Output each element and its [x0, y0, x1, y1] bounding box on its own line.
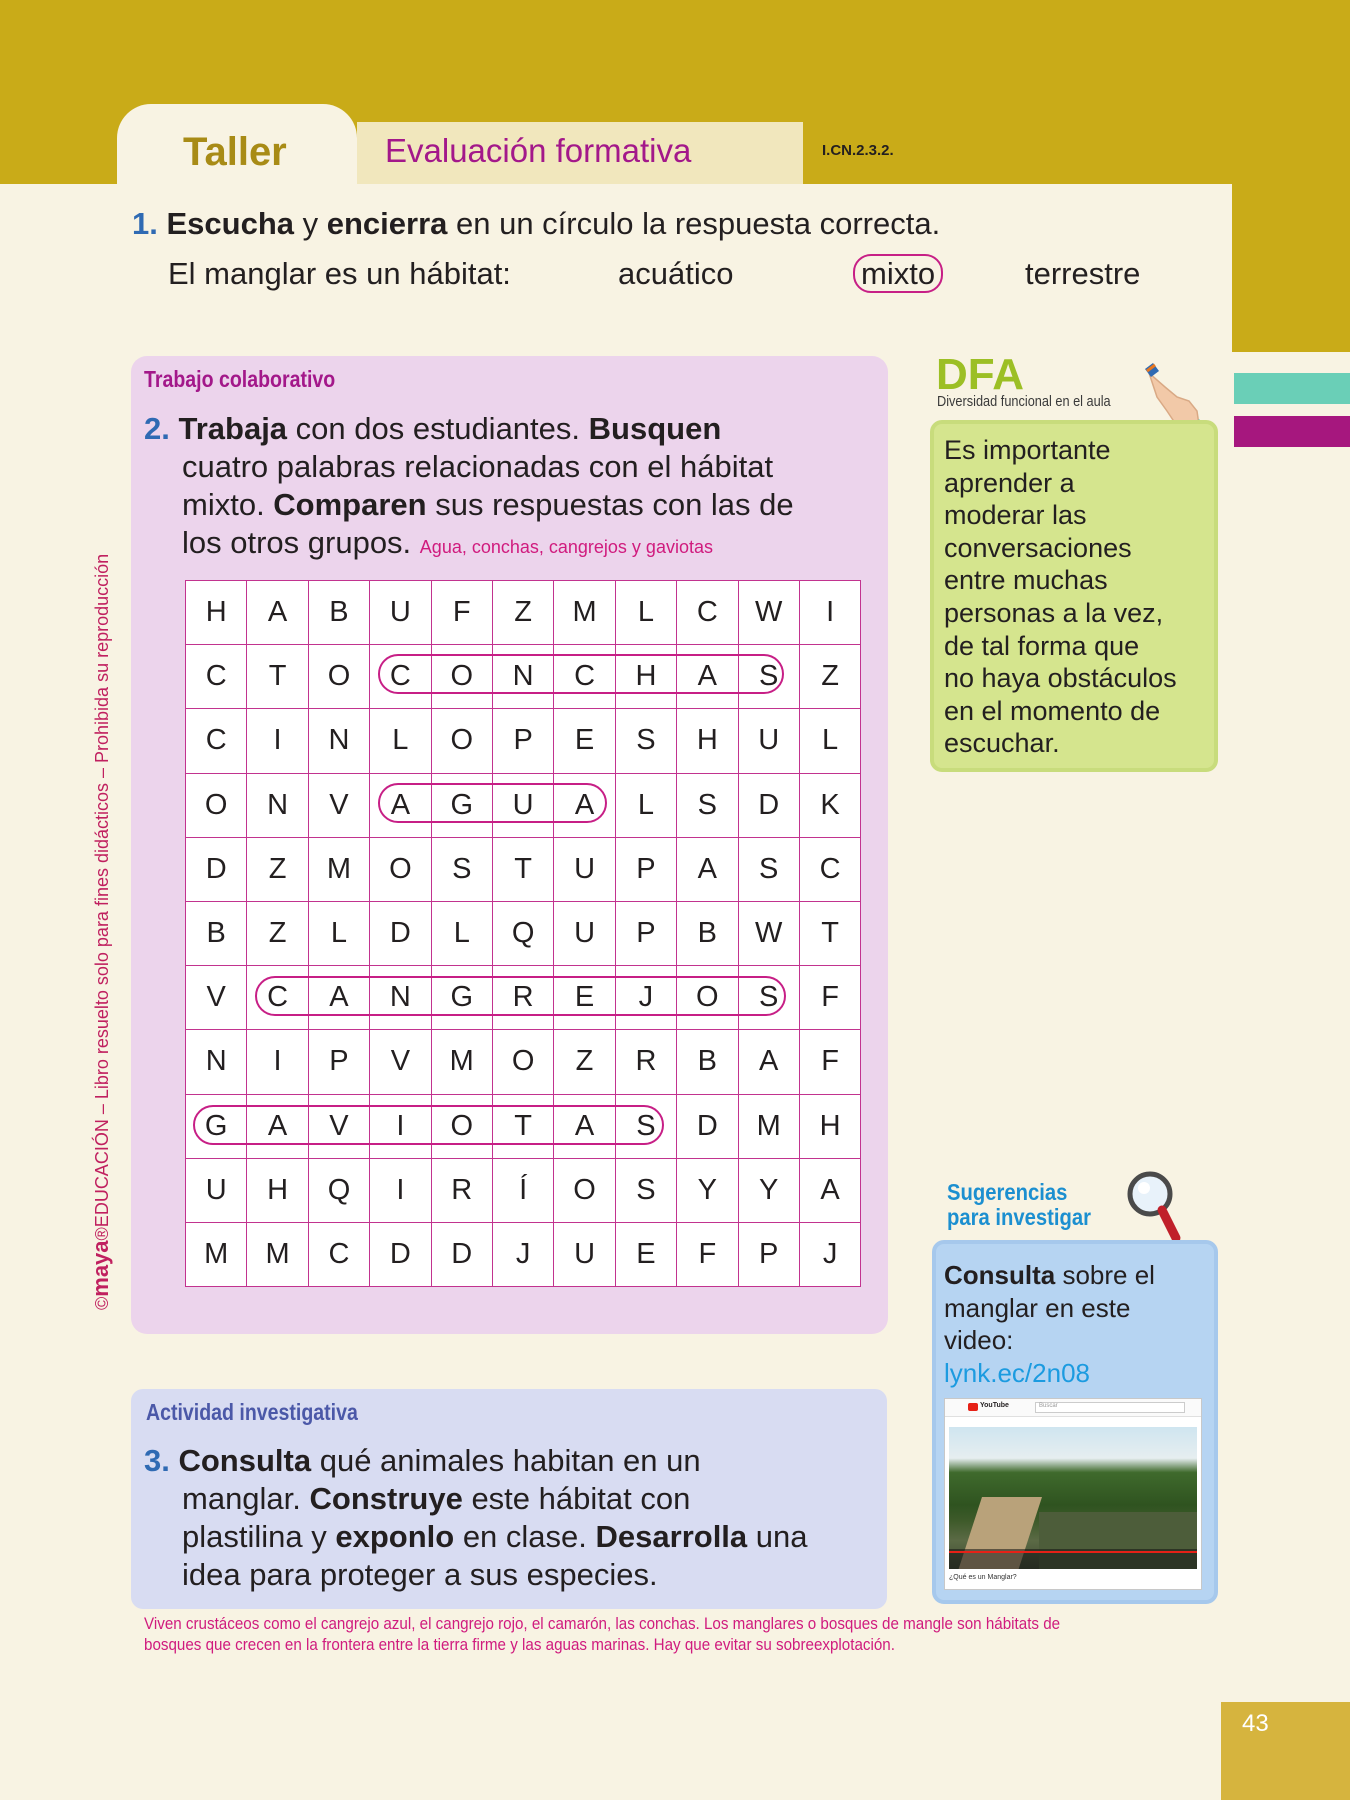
- grid-cell[interactable]: I: [370, 1094, 431, 1158]
- grid-cell[interactable]: S: [677, 773, 738, 837]
- q3-text2a: manglar.: [182, 1481, 310, 1516]
- grid-cell[interactable]: I: [799, 581, 860, 645]
- video-header-bar: [945, 1399, 1201, 1417]
- sug-line3: video:: [944, 1325, 1014, 1355]
- q1-selected-circle: mixto: [853, 254, 943, 293]
- grid-cell[interactable]: N: [186, 1030, 247, 1094]
- grid-cell[interactable]: Q: [308, 1158, 369, 1222]
- video-caption: ¿Qué es un Manglar?: [949, 1574, 1017, 1581]
- video-brand: YouTube: [980, 1402, 1009, 1409]
- grid-cell[interactable]: Í: [492, 1158, 553, 1222]
- grid-cell[interactable]: K: [799, 773, 860, 837]
- video-frame: [949, 1427, 1197, 1569]
- grid-cell[interactable]: U: [370, 581, 431, 645]
- grid-cell[interactable]: O: [677, 966, 738, 1030]
- grid-cell[interactable]: F: [677, 1222, 738, 1286]
- question-2-number: 2.: [144, 411, 170, 446]
- grid-cell[interactable]: B: [308, 581, 369, 645]
- grid-cell[interactable]: N: [492, 645, 553, 709]
- copyright-text: ®EDUCACIÓN – Libro resuelto solo para fines didácticos – Prohibida su reproducción: [92, 553, 112, 1241]
- question-3-answer: [144, 1614, 1138, 1656]
- dfa-title: DFA: [936, 350, 1024, 399]
- grid-cell[interactable]: B: [186, 901, 247, 965]
- found-word-cangrejos-circle: [255, 976, 786, 1016]
- grid-cell[interactable]: S: [738, 645, 799, 709]
- grid-cell[interactable]: T: [492, 837, 553, 901]
- q2-text3a: mixto.: [182, 487, 274, 522]
- grid-cell[interactable]: Z: [799, 645, 860, 709]
- sug-line1: [944, 1259, 1204, 1292]
- grid-cell[interactable]: A: [677, 645, 738, 709]
- dfa-line: moderar las: [944, 500, 1087, 531]
- sugerencias-title-line2: para investigar: [947, 1204, 1092, 1230]
- page-background-right: [1232, 352, 1350, 1800]
- grid-cell[interactable]: M: [186, 1222, 247, 1286]
- grid-cell[interactable]: U: [554, 837, 615, 901]
- dfa-line: no haya obstáculos: [944, 663, 1177, 694]
- sugerencias-text: [944, 1259, 1204, 1389]
- found-word-agua-circle: [378, 783, 607, 823]
- grid-row: [186, 1030, 861, 1094]
- sug-verb-consulta: Consulta: [944, 1260, 1056, 1290]
- grid-cell[interactable]: P: [738, 1222, 799, 1286]
- q3-line4: idea para proteger a sus especies.: [182, 1557, 658, 1592]
- grid-cell[interactable]: C: [186, 709, 247, 773]
- dfa-line: en el momento de: [944, 695, 1161, 726]
- grid-cell[interactable]: Y: [677, 1158, 738, 1222]
- question-3-number: 3.: [144, 1443, 170, 1478]
- q2-answer: Agua, conchas, cangrejos y gaviotas: [419, 537, 713, 557]
- grid-cell[interactable]: N: [308, 709, 369, 773]
- grid-cell[interactable]: Q: [492, 901, 553, 965]
- grid-cell[interactable]: J: [799, 1222, 860, 1286]
- grid-cell[interactable]: S: [738, 966, 799, 1030]
- grid-cell[interactable]: J: [492, 1222, 553, 1286]
- dfa-line: Es importante: [944, 435, 1111, 465]
- grid-cell[interactable]: I: [370, 1158, 431, 1222]
- grid-cell[interactable]: D: [370, 1222, 431, 1286]
- q1-verb-escucha: Escucha: [166, 206, 294, 241]
- q2-text1: con dos estudiantes.: [287, 411, 589, 446]
- video-link[interactable]: lynk.ec/2n08: [944, 1357, 1090, 1388]
- grid-cell[interactable]: I: [247, 709, 308, 773]
- grid-cell[interactable]: A: [308, 966, 369, 1030]
- grid-cell[interactable]: A: [554, 1094, 615, 1158]
- grid-cell[interactable]: A: [554, 773, 615, 837]
- grid-cell[interactable]: O: [186, 773, 247, 837]
- q2-verb-comparen: Comparen: [273, 487, 427, 522]
- grid-cell[interactable]: Y: [738, 1158, 799, 1222]
- grid-cell[interactable]: O: [431, 709, 492, 773]
- grid-cell[interactable]: D: [431, 1222, 492, 1286]
- grid-cell[interactable]: S: [431, 837, 492, 901]
- grid-cell[interactable]: M: [308, 837, 369, 901]
- answer3-line1: Viven crustáceos como el cangrejo azul, el cangrejo rojo, el camarón, las conchas. Los manglares o bosques de mangle son hábitats de: [144, 1615, 1061, 1633]
- q1-verb-encierra: encierra: [326, 206, 448, 241]
- q1-rest: en un círculo la respuesta correcta.: [447, 206, 941, 241]
- grid-cell[interactable]: O: [554, 1158, 615, 1222]
- found-word-gaviotas-circle: [193, 1105, 664, 1145]
- q2-text4: los otros grupos.: [182, 525, 412, 560]
- grid-cell[interactable]: Z: [247, 837, 308, 901]
- grid-cell[interactable]: R: [431, 1158, 492, 1222]
- grid-cell[interactable]: M: [554, 581, 615, 645]
- grid-row: [186, 1158, 861, 1222]
- sug-text1: sobre el: [1055, 1260, 1155, 1290]
- q3-line2: [144, 1480, 884, 1518]
- grid-cell[interactable]: H: [247, 1158, 308, 1222]
- grid-cell[interactable]: J: [615, 966, 676, 1030]
- q3-text2b: este hábitat con: [462, 1481, 691, 1516]
- page-number: 43: [1242, 1710, 1269, 1737]
- grid-cell[interactable]: W: [738, 581, 799, 645]
- magnifier-icon: [1120, 1166, 1190, 1250]
- q3-line3: [144, 1518, 884, 1556]
- grid-cell[interactable]: S: [738, 837, 799, 901]
- grid-cell[interactable]: F: [799, 1030, 860, 1094]
- question-2: [144, 410, 884, 566]
- grid-cell[interactable]: F: [799, 966, 860, 1030]
- curriculum-code: I.CN.2.3.2.: [822, 142, 894, 159]
- grid-cell[interactable]: N: [247, 773, 308, 837]
- grid-cell[interactable]: E: [554, 966, 615, 1030]
- grid-cell[interactable]: P: [615, 901, 676, 965]
- q1-and: y: [294, 206, 327, 241]
- grid-cell[interactable]: H: [186, 581, 247, 645]
- grid-cell[interactable]: A: [799, 1158, 860, 1222]
- collaborative-title: Trabajo colaborativo: [144, 366, 336, 392]
- grid-cell[interactable]: M: [247, 1222, 308, 1286]
- grid-cell[interactable]: O: [308, 645, 369, 709]
- grid-cell[interactable]: U: [186, 1158, 247, 1222]
- taller-label: Taller: [183, 130, 287, 174]
- grid-cell[interactable]: C: [677, 581, 738, 645]
- grid-cell[interactable]: A: [677, 837, 738, 901]
- sug-line2: manglar en este: [944, 1292, 1131, 1323]
- dfa-line: conversaciones: [944, 532, 1132, 563]
- grid-cell[interactable]: S: [615, 1158, 676, 1222]
- grid-cell[interactable]: L: [370, 709, 431, 773]
- grid-cell[interactable]: T: [247, 645, 308, 709]
- grid-cell[interactable]: R: [615, 1030, 676, 1094]
- play-logo-icon: [968, 1403, 978, 1411]
- q2-line2: cuatro palabras relacionadas con el hábitat: [182, 449, 774, 484]
- right-band: [1232, 0, 1350, 352]
- q1-prompt: El manglar es un hábitat:: [168, 256, 511, 291]
- q3-text3c: una: [747, 1519, 808, 1554]
- grid-cell[interactable]: A: [370, 773, 431, 837]
- grid-cell[interactable]: F: [431, 581, 492, 645]
- grid-cell[interactable]: M: [431, 1030, 492, 1094]
- grid-cell[interactable]: H: [677, 709, 738, 773]
- question-3: [144, 1442, 884, 1594]
- investigativa-title: Actividad investigativa: [146, 1399, 358, 1425]
- grid-cell[interactable]: U: [554, 1222, 615, 1286]
- q3-text3b: en clase.: [454, 1519, 596, 1554]
- copyright-symbol: ©: [92, 1296, 112, 1310]
- q3-verb-consulta: Consulta: [178, 1443, 312, 1478]
- grid-cell[interactable]: V: [370, 1030, 431, 1094]
- grid-cell[interactable]: H: [799, 1094, 860, 1158]
- dfa-line: escuchar.: [944, 728, 1060, 759]
- answer3-line2: bosques que crecen en la frontera entre la tierra firme y las aguas marinas. Hay que evitar su sobreexplotación.: [144, 1636, 895, 1654]
- grid-cell[interactable]: W: [738, 901, 799, 965]
- grid-cell[interactable]: C: [247, 966, 308, 1030]
- q3-text1: qué animales habitan en un: [311, 1443, 701, 1478]
- grid-cell[interactable]: D: [677, 1094, 738, 1158]
- grid-cell[interactable]: V: [186, 966, 247, 1030]
- brand-logo-text: maya: [88, 1240, 113, 1297]
- grid-cell[interactable]: R: [492, 966, 553, 1030]
- dfa-line: aprender a: [944, 467, 1075, 498]
- q3-verb-desarrolla: Desarrolla: [595, 1519, 748, 1554]
- grid-cell[interactable]: T: [799, 901, 860, 965]
- q3-text3a: plastilina y: [182, 1519, 336, 1554]
- evaluacion-label: Evaluación formativa: [385, 132, 692, 169]
- grid-cell[interactable]: H: [615, 645, 676, 709]
- dfa-text: [944, 434, 1214, 760]
- q2-verb-busquen: Busquen: [588, 411, 722, 446]
- grid-cell[interactable]: N: [370, 966, 431, 1030]
- grid-cell[interactable]: V: [308, 1094, 369, 1158]
- grid-cell[interactable]: U: [492, 773, 553, 837]
- grid-cell[interactable]: L: [431, 901, 492, 965]
- video-thumbnail[interactable]: [944, 1398, 1202, 1590]
- dfa-line: entre muchas: [944, 565, 1108, 596]
- grid-cell[interactable]: U: [554, 901, 615, 965]
- evaluacion-tab: [357, 122, 803, 184]
- side-copyright: [88, 554, 114, 1310]
- section-stripe-magenta: [1234, 416, 1350, 447]
- grid-cell[interactable]: O: [431, 1094, 492, 1158]
- video-search-input[interactable]: Buscar: [1035, 1402, 1185, 1413]
- grid-row: [186, 1222, 861, 1286]
- dfa-line: de tal forma que: [944, 630, 1140, 661]
- grid-cell[interactable]: B: [677, 1030, 738, 1094]
- q2-line4: [144, 524, 884, 566]
- q1-option-terrestre[interactable]: terrestre: [1025, 256, 1141, 291]
- q2-verb-trabaja: Trabaja: [178, 411, 288, 446]
- grid-cell[interactable]: O: [370, 837, 431, 901]
- grid-row: [186, 709, 861, 773]
- grid-cell[interactable]: C: [799, 837, 860, 901]
- grid-cell[interactable]: P: [615, 837, 676, 901]
- grid-cell[interactable]: S: [615, 709, 676, 773]
- grid-cell[interactable]: D: [738, 773, 799, 837]
- grid-cell[interactable]: P: [492, 709, 553, 773]
- grid-cell[interactable]: G: [431, 773, 492, 837]
- sugerencias-title: [947, 1180, 1091, 1230]
- grid-cell[interactable]: O: [431, 645, 492, 709]
- q1-option-mixto[interactable]: [853, 256, 943, 292]
- taller-tab: [117, 104, 357, 186]
- grid-cell[interactable]: C: [554, 645, 615, 709]
- question-1: [132, 206, 940, 242]
- grid-cell[interactable]: L: [615, 773, 676, 837]
- grid-cell[interactable]: S: [615, 1094, 676, 1158]
- page-number-box: [1221, 1702, 1350, 1800]
- grid-cell[interactable]: Z: [492, 581, 553, 645]
- grid-row: [186, 581, 861, 645]
- grid-cell[interactable]: O: [492, 1030, 553, 1094]
- grid-cell[interactable]: A: [247, 581, 308, 645]
- grid-cell[interactable]: I: [247, 1030, 308, 1094]
- grid-cell[interactable]: C: [186, 645, 247, 709]
- grid-cell[interactable]: Z: [247, 901, 308, 965]
- section-stripe-teal: [1234, 373, 1350, 404]
- grid-row: [186, 837, 861, 901]
- dfa-line: personas a la vez,: [944, 597, 1164, 628]
- grid-cell[interactable]: B: [677, 901, 738, 965]
- q2-line3: [144, 486, 884, 524]
- grid-cell[interactable]: G: [431, 966, 492, 1030]
- grid-cell[interactable]: A: [247, 1094, 308, 1158]
- found-word-conchas-circle: [378, 654, 784, 694]
- grid-cell[interactable]: M: [738, 1094, 799, 1158]
- grid-cell[interactable]: L: [615, 581, 676, 645]
- grid-cell[interactable]: C: [370, 645, 431, 709]
- grid-cell[interactable]: E: [554, 709, 615, 773]
- q3-verb-exponlo: exponlo: [335, 1519, 455, 1554]
- grid-cell[interactable]: D: [186, 837, 247, 901]
- grid-cell[interactable]: Z: [554, 1030, 615, 1094]
- q3-verb-construye: Construye: [309, 1481, 463, 1516]
- grid-cell[interactable]: C: [308, 1222, 369, 1286]
- grid-cell[interactable]: A: [738, 1030, 799, 1094]
- grid-cell[interactable]: U: [738, 709, 799, 773]
- q2-text3b: sus respuestas con las de: [426, 487, 794, 522]
- video-progress[interactable]: [949, 1551, 1197, 1553]
- grid-cell[interactable]: V: [308, 773, 369, 837]
- grid-cell[interactable]: D: [370, 901, 431, 965]
- sugerencias-title-line1: Sugerencias: [947, 1179, 1068, 1205]
- grid-cell[interactable]: T: [492, 1094, 553, 1158]
- dfa-subtitle: Diversidad funcional en el aula: [937, 393, 1111, 410]
- grid-cell[interactable]: E: [615, 1222, 676, 1286]
- grid-cell[interactable]: P: [308, 1030, 369, 1094]
- grid-cell[interactable]: L: [799, 709, 860, 773]
- question-1-number: 1.: [132, 206, 158, 241]
- q1-option-acuatico[interactable]: acuático: [618, 256, 734, 291]
- grid-row: [186, 901, 861, 965]
- grid-cell[interactable]: L: [308, 901, 369, 965]
- grid-cell[interactable]: G: [186, 1094, 247, 1158]
